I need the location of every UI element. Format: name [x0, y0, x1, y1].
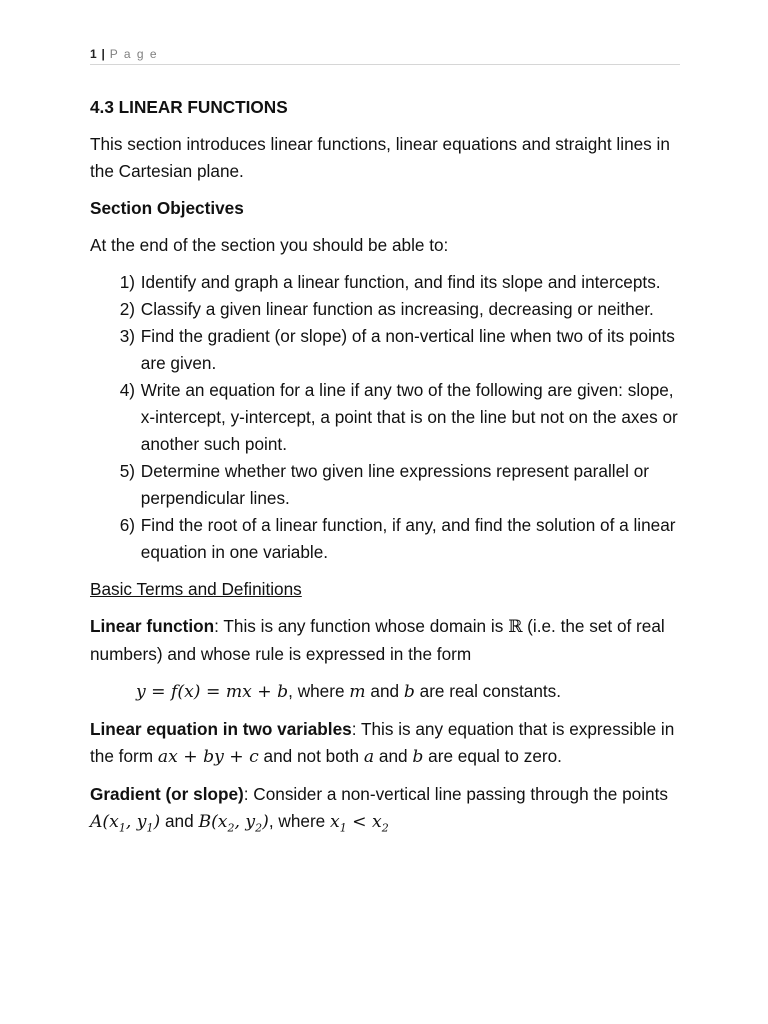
- variable-m: m: [349, 682, 366, 702]
- point-b: $B(x_2$, $y_2$): [198, 812, 269, 835]
- variable-b: b: [412, 747, 424, 767]
- objectives-heading: Section Objectives: [90, 198, 244, 218]
- list-item: [90, 296, 680, 323]
- definition-text: : Consider a non-vertical line passing through the points: [243, 784, 668, 804]
- point-a: $A(x_1$, $y_1$): [90, 812, 161, 835]
- page-number: 1: [90, 47, 97, 61]
- point-b-label: B: [198, 812, 212, 832]
- formula-text: , where: [288, 681, 350, 701]
- linear-function-formula-line: [90, 678, 680, 706]
- objectives-lead: At the end of the section you should be able to:: [90, 235, 449, 255]
- linear-function-definition: [90, 613, 680, 668]
- list-text: Classify a given linear function as increasing, decreasing or neither.: [140, 299, 654, 319]
- list-text: Identify and graph a linear function, and find its slope and intercepts.: [140, 272, 661, 292]
- intro-paragraph: This section introduces linear functions, linear equations and straight lines in the Cartesian plane.: [90, 134, 670, 181]
- list-text: Write an equation for a line if any two of the following are given: slope, x-intercept, y-intercept, a point that is on the line but not on the axes or another such point.: [140, 380, 678, 454]
- list-number: 1): [119, 272, 135, 292]
- point-a-label: A: [90, 812, 103, 832]
- page-label: P a g e: [109, 47, 159, 61]
- gradient-term: Gradient (or slope): [90, 784, 244, 804]
- list-number: 3): [119, 326, 135, 346]
- variable-a: a: [363, 747, 375, 767]
- list-text: Find the root of a linear function, if any, and find the solution of a linear equation in one variable.: [140, 515, 676, 562]
- document-body: [90, 94, 680, 846]
- definition-text: (i.e. the set of real numbers) and whose rule is expressed in the form: [90, 616, 665, 664]
- real-numbers-symbol: ℝ: [508, 617, 523, 637]
- header-separator: |: [101, 47, 105, 61]
- definition-text: and: [160, 811, 199, 831]
- definition-text: : This is any function whose domain is: [214, 616, 509, 636]
- page-header: [90, 47, 680, 65]
- variable-b: b: [403, 682, 415, 702]
- definition-text: and not both: [258, 746, 364, 766]
- list-item: [90, 377, 680, 458]
- list-item: [90, 269, 680, 296]
- linear-equation-definition: [90, 716, 680, 771]
- formula-text: and: [365, 681, 404, 701]
- linear-function-formula: y = f(x) = mx + b: [136, 682, 289, 702]
- list-item: [90, 323, 680, 377]
- x-comparison: $x_1 < x_2$: [330, 812, 389, 835]
- list-text: Find the gradient (or slope) of a non-vertical line when two of its points are given.: [140, 326, 675, 373]
- list-number: 2): [119, 299, 135, 319]
- list-number: 4): [119, 380, 135, 400]
- gradient-definition: [90, 781, 680, 836]
- section-title: 4.3 LINEAR FUNCTIONS: [90, 97, 288, 117]
- list-item: [90, 512, 680, 566]
- definition-text: , where: [268, 811, 330, 831]
- linear-function-term: Linear function: [90, 616, 215, 636]
- definition-text: are equal to zero.: [423, 746, 562, 766]
- less-than-symbol: <: [352, 812, 367, 832]
- formula-text: are real constants.: [414, 681, 562, 701]
- linear-equation-expression: ax + by + c: [157, 747, 259, 767]
- definition-text: and: [374, 746, 413, 766]
- basic-terms-heading: Basic Terms and Definitions: [90, 579, 302, 599]
- list-number: 5): [119, 461, 135, 481]
- list-item: [90, 458, 680, 512]
- definition-text: : This is any equation that is expressible in the form: [90, 719, 675, 766]
- list-number: 6): [119, 515, 135, 535]
- objectives-list: [90, 269, 680, 566]
- list-text: Determine whether two given line expressions represent parallel or perpendicular lines.: [140, 461, 650, 508]
- linear-equation-term: Linear equation in two variables: [90, 719, 352, 739]
